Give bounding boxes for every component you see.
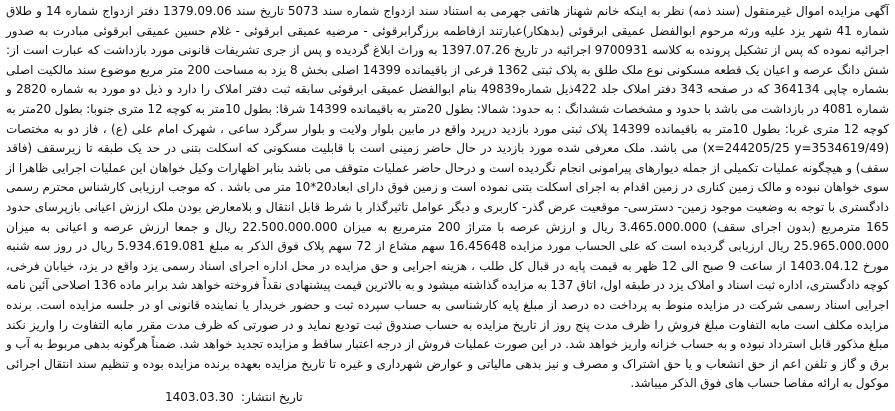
- notice-body: آگهی مزایده اموال غیرمنقول (سند ذمه) نظر به اینکه خانم شهناز هاتفی جهرمی به استناد سند ازدواج شماره سند 5073 تاریخ سند 1379.09.06 دفتر ازدواج شماره 14 و طلاق شماره 41 شهر یزد علیه ورثه مرحوم ابوالفضل عمیقی ابرقوئی (بدهکار)عبارتند ازفاطمه برزگرابرقوئی - مرضیه عمیقی ابرقوئی - غلام حسین عمیقی ابرقوئی مبادرت به صدور اجرائیه نموده که پس از تشکیل پرونده به کلاسه 9700931 اجرائیه در تاریخ 1397.07.26 به وراث ابلاغ گردیده و پس از جری تشریفات قانونی مورد بازداشت که عبارت است از: شش دانگ عرصه و اعیان یک قطعه مسکونی نوع ملک طلق به پلاک ثبتی 1362 فرعی از باقیمانده 14399 اصلی بخش 8 یزد به مساحت 200 متر مربع موضوع سند مالکیت اصلی بشماره چاپی 364134 که در صفحه 343 دفتر املاک جلد 422ذیل شماره49839 بنام ابوالفضل عمیقی ابرقوئی سابقه ثبت دفتر املاک را دارد و ذیل دو مورد به شماره 2820 و شماره 4081 در بازداشت می باشد با حدود و مشخصات ششدانگ : به حدود: شمالا: بطول 20متر به باقیمانده 14399 شرقا: بطول 10متر به کوچه 12 متری جنوبا: بطول 20متر به کوچه 12 متری غربا: بطول 10متر به باقیمانده 14399 پلاک ثبتی مورد بازدید درپرد واقع در مابین بلوار ولایت و بلوار سرگرد ساعی ، شهرک امام علی (ع) ، فاز دو به مختصات (x=244205/25 y=3534619/49) می باشد. ملک معرفی شده مورد بازدید در حال حاضر زمینی است با قابلیت مسکونی که اسکلت بتنی در حد یک طبقه تا زیرسقف (فاقد سقف) و هیچگونه عملیات تکمیلی از جمله دیوارهای پیرامونی انجام نگردیده است و درحال حاضر عملیات متوقف می باشد بنابر اظهارات وکیل خواهان این عملیات اجرایی ظاهرا از سوی خواهان نبوده و مالک زمین کناری در زمین اقدام به اجرای اسکلت بتنی نموده است و زمین فوق دارای ابعاد20*10 متر می باشد . که موجب ارزیابی کارشناس محترم رسمی دادگستری با توجه به وضعیت موجود زمین- دسترسی- موقعیت عرض گذر- کاربری و دیگر عوامل تاثیرگذار با شرط قابل انتقال و بلامعارض بودن ملک ارزش اعیانی بازپرسای حدود 165 مترمربع (بدون اجرای سقف) 3.465.000.000 ریال و ارزش عرصه با متراژ 200 مترمربع به میزان 22.500.000.000 ریال و جمعا ارزش عرصه و اعیانی به میزان 25.965.000.000 ریال ارزیابی گردیده است که علی الحساب مورد مزایده 16.45648 سهم مشاع از 72 سهم پلاک فوق الذکر به مبلغ 5.934.619.081 ریال در روز سه شنبه مورخ 1403.04.12 از ساعت 9 صبح الی 12 ظهر به قیمت پایه در قبال کل طلب ، هزینه اجرایی و حق مزایده در محل اداره اجرای اسناد رسمی یزد واقع در یزد، خیابان فرخی، کوچه دادگستری، اداره ثبت اسناد و املاک یزد در طبقه اول، اتاق 137 به مزایده گذاشته میشود و به بالاترین قیمت پیشنهادی نقداً فروخته خواهد شد برابر ماده 136 اصلاحی آئین نامه اجرایی اسناد رسمی شرکت در مزایده منوط به پرداخت ده درصد از مبلغ پایه کارشناسی به حساب سپرده ثبت و حضور خریدار یا نماینده قانونی او در جلسه مزایده است. برنده مزایده مکلف است مابه التفاوت مبلغ فروش را ظرف مدت پنج روز از تاریخ مزایده به حساب صندوق ثبت تودیع نماید و در صورتی که ظرف مدت مقرر مابه التفاوت را واریز نکند مبلغ مذکور قابل استرداد نبوده و به حساب خزانه واریز خواهد شد. در این صورت عملیات فروش از درجه اعتبار ساقط و مزایده تجدید خواهد شد. ضمناً هرگونه بدهی مربوط به آب و برق و گاز و تلفن اعم از حق انشعاب و یا حق اشتراک و مصرف و نیز بدهی مالیاتی و عوارض شهرداری و غیره تا تاریخ مزایده بعهده برنده مزایده بوده و تنظیم سند انتقال اجرائی موکول به ارائه مفاصا حساب های فوق الذکر میباشد.: [6, 4, 890, 391]
- publication-date: [165, 388, 303, 407]
- publication-date-value: 1403.03.30: [165, 390, 234, 404]
- publication-date-label: تاریخ انتشار:: [241, 390, 303, 404]
